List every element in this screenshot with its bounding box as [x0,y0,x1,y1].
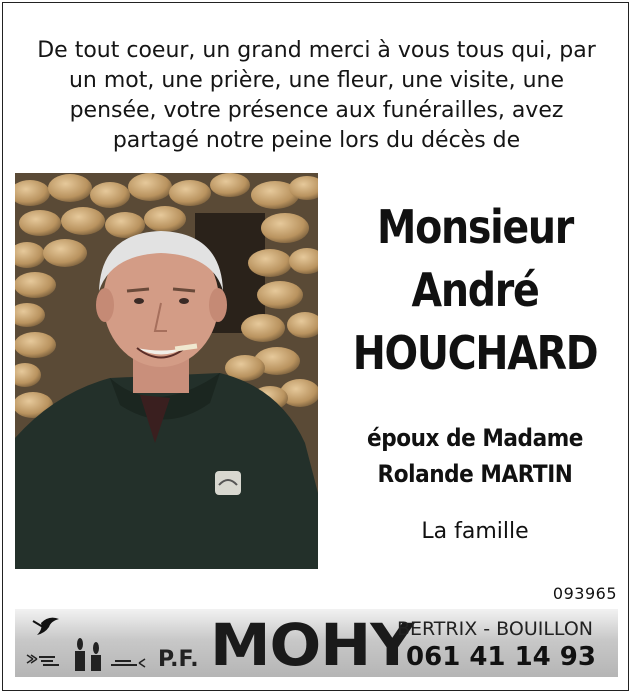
portrait-illustration [15,173,318,569]
intro-line: un mot, une prière, une fleur, une visite, une [68,68,564,93]
spouse-info [345,420,606,492]
funeral-home-phone: 061 41 14 93 [406,642,596,672]
thank-you-message [8,36,625,156]
portrait-photo [15,173,318,569]
spouse-line-1: époux de Madame [367,424,583,452]
deceased-name [350,196,599,385]
spouse-line-2: Rolande MARTIN [377,460,573,488]
intro-line: partagé notre peine lors du décès de [112,128,521,153]
funeral-home-banner [15,609,618,677]
intro-line: De tout coeur, un grand merci à vous tous qui, par [37,38,596,63]
first-name: André [411,263,539,317]
last-name: HOUCHARD [352,326,598,380]
reference-number: 093965 [552,584,617,603]
intro-line: pensée, votre présence aux funérailles, avez [69,98,564,123]
funeral-home-name: MOHY [210,611,414,677]
name-title: Monsieur [377,200,573,254]
dove-candles-logo [19,613,149,675]
funeral-home-cities: BERTRIX - BOUILLON [396,618,593,640]
pf-prefix: P.F. [158,647,199,672]
family-signature: La famille [421,519,529,544]
